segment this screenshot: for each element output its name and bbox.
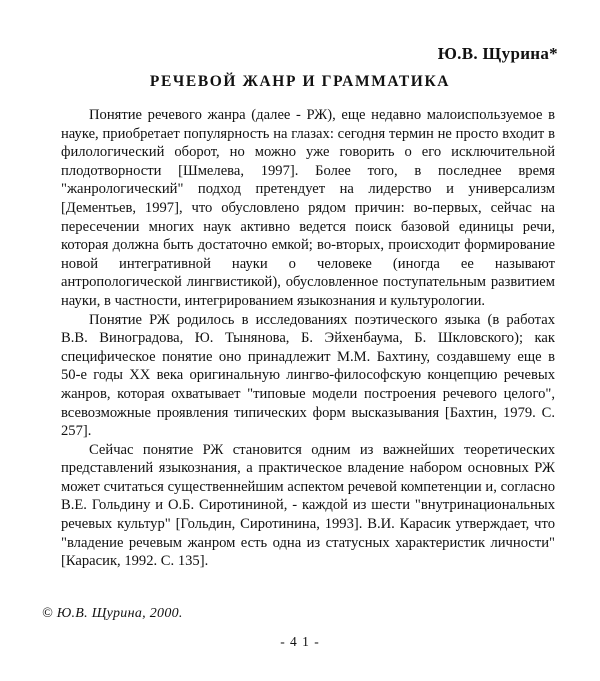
article-title: РЕЧЕВОЙ ЖАНР И ГРАММАТИКА	[149, 73, 451, 90]
article-body	[61, 106, 555, 571]
paragraph: Понятие РЖ родилось в исследованиях поэтического языка (в работах В.В. Виноградова, Ю. Тынянова, Б. Эйхенбаума, Б. Шкловского); как специфическое понятие оно принадлежит М.М. Бахтину, создавшему еще в 50-е годы XX века оригинальную лингво-философскую концепцию речевых жанров, которая охватывает "типовые модели построения речевого целого", всевозможные проявления типических форм высказывания [Бахтин, 1979. С. 257].	[61, 311, 555, 440]
paragraph: Понятие речевого жанра (далее - РЖ), еще недавно малоиспользуемое в науке, приобретает популярность на глазах: сегодня термин не просто входит в филологический оборот, но можно уже говорить о его исключительной плодотворности [Шмелева, 1997]. Более того, в последнее время "жанрологический" подход претендует на лидерство и универсализм [Дементьев, 1997], что обусловлено рядом причин: во-первых, сейчас на пересечении многих наук активно ведется поиск базовой единицы речи, которая должна быть достаточно емкой; во-вторых, происходит формирование новой интегративной науки о человеке (иногда ее называют антропологической лингвистикой), обусловленное поступательным развитием науки, в частности, интегрированием языкознания и культурологии.	[61, 107, 555, 309]
page-number: - 4 1 -	[280, 634, 320, 649]
copyright-note: © Ю.В. Щурина, 2000.	[42, 606, 183, 621]
author-name: Ю.В. Щурина*	[437, 44, 558, 63]
paragraph: Сейчас понятие РЖ становится одним из важнейших теоретических представлений языкознания, а практическое владение набором основных РЖ может считаться существеннейшим аспектом речевой компетенции и, согласно В.Е. Гольдину и О.Б. Сиротининой, - каждой из шести "внутринациональных речевых культур" [Гольдин, Сиротинина, 1993]. В.И. Карасик утверждает, что "владение речевым жанром есть одна из статусных характеристик личности" [Карасик, 1992. С. 135].	[61, 441, 555, 570]
